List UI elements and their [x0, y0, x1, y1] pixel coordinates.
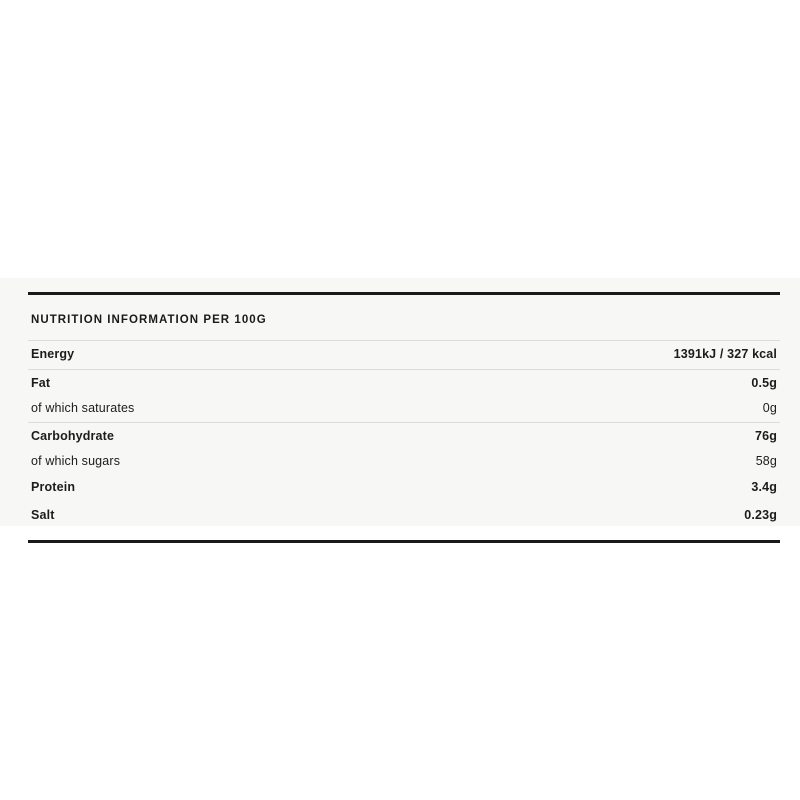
nutrient-label: of which saturates: [31, 400, 135, 415]
nutrient-label: Carbohydrate: [31, 428, 115, 443]
table-row: [28, 502, 780, 530]
nutrient-value: 0.23g: [744, 508, 777, 523]
nutrient-value: 58g: [755, 453, 777, 468]
nutrient-value: 0g: [762, 400, 777, 415]
nutrient-label: Energy: [31, 347, 75, 361]
table-row: [28, 369, 780, 398]
table-bottom-rule: [28, 540, 780, 543]
nutrient-value: 0.5g: [751, 375, 777, 390]
nutrient-value: 1391kJ / 327 kcal: [673, 347, 777, 361]
nutrient-label: Salt: [31, 508, 55, 523]
nutrient-label: Fat: [31, 375, 51, 390]
table-row: [28, 398, 780, 422]
nutrient-label: of which sugars: [31, 453, 121, 468]
nutrient-label: Protein: [31, 480, 76, 495]
table-row: [28, 422, 780, 451]
nutrition-information-table: [28, 292, 780, 543]
nutrition-table-title: NUTRITION INFORMATION PER 100G: [31, 314, 267, 326]
table-row: [28, 474, 780, 502]
table-row: [28, 340, 780, 369]
nutrient-value: 76g: [755, 428, 777, 443]
nutrition-rows: [28, 340, 780, 530]
table-row: [28, 451, 780, 475]
nutrient-value: 3.4g: [751, 480, 777, 495]
